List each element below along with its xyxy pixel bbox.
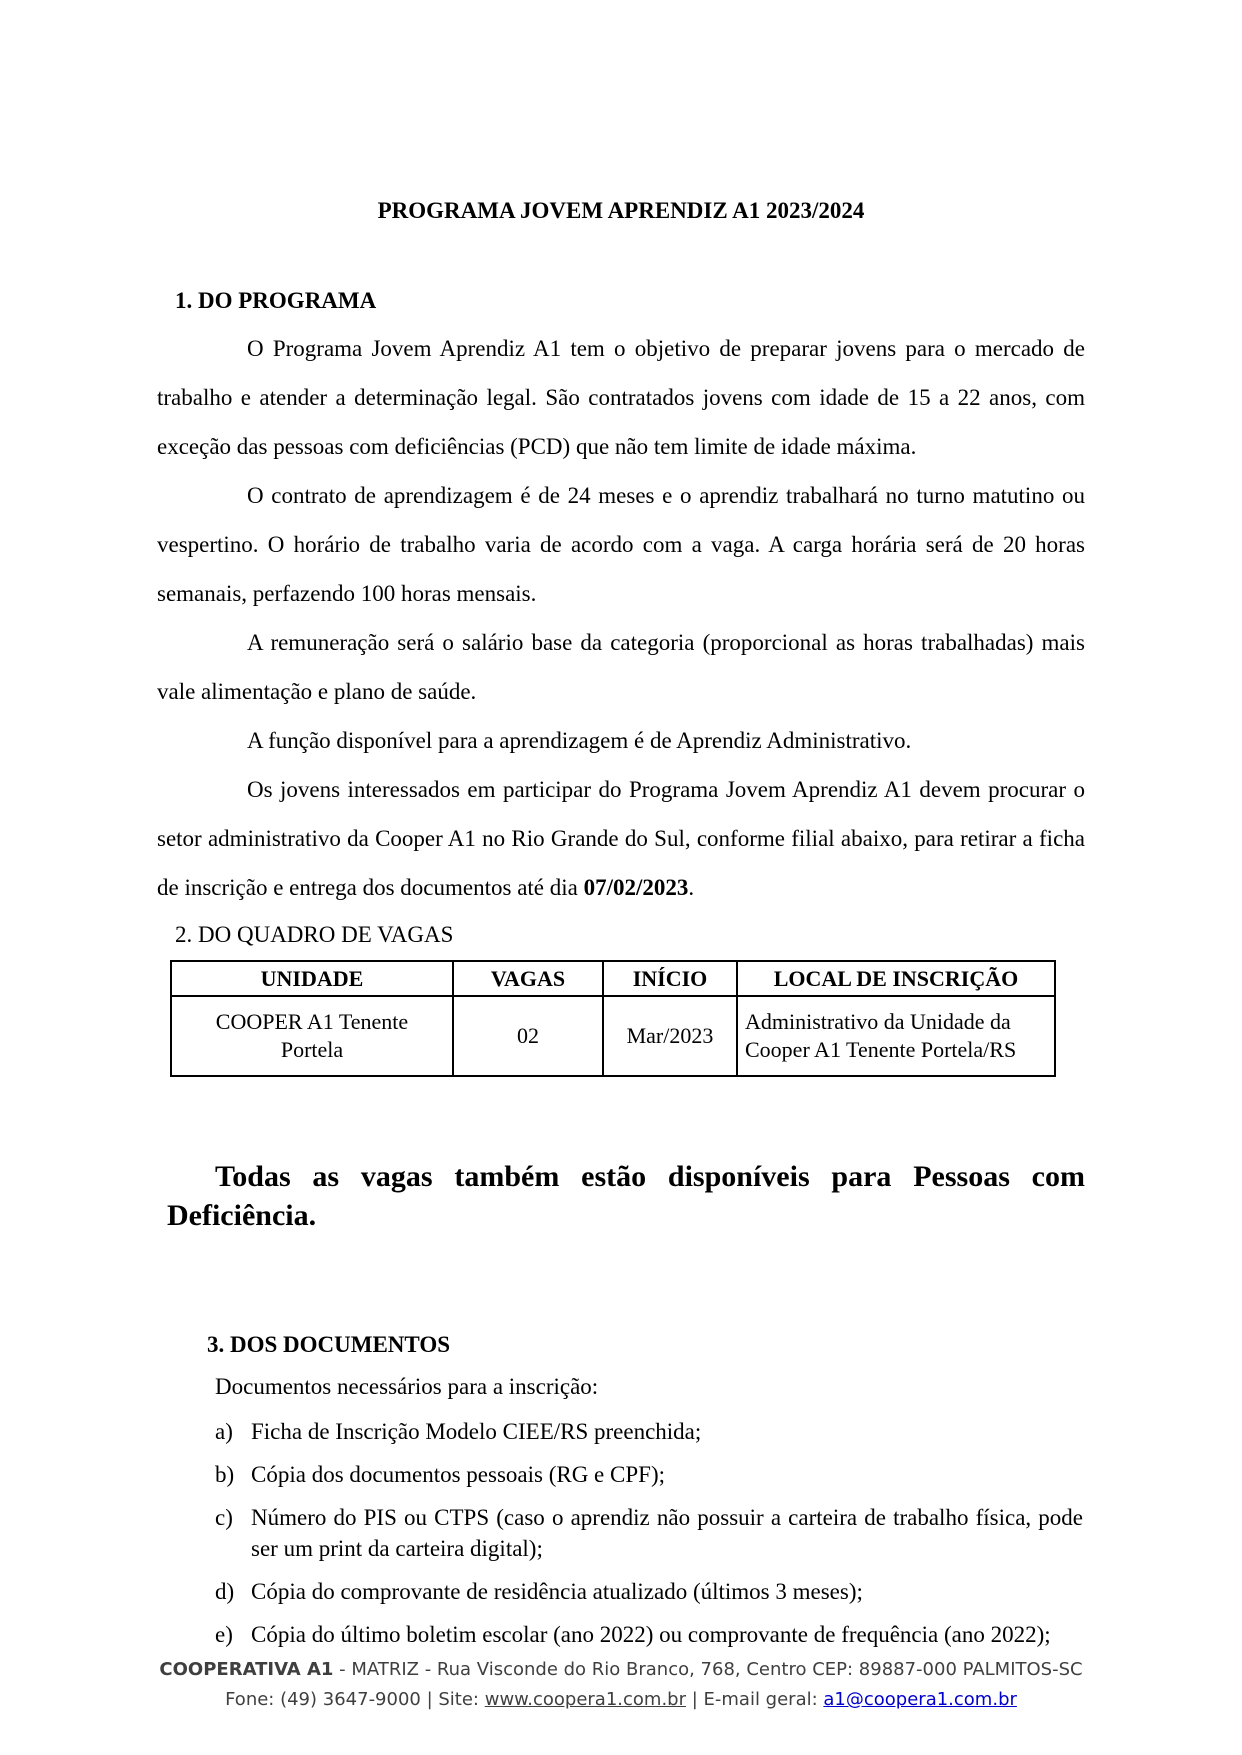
paragraph-enrollment — [157, 765, 1085, 912]
list-item-marker: b) — [215, 1462, 235, 1487]
paragraph-program-objective: O Programa Jovem Aprendiz A1 tem o objetivo de preparar jovens para o mercado de trabalho e atender a determinação legal. São contratados jovens com idade de 15 a 22 anos, com exceção das pessoas com deficiências (PCD) que não tem limite de idade máxima. — [157, 336, 1085, 459]
footer — [0, 1655, 1242, 1715]
table-cell-inicio: Mar/2023 — [603, 996, 737, 1076]
highlight-statement: Todas as vagas também estão disponíveis para Pessoas com Deficiência. — [167, 1160, 1085, 1232]
list-item-marker: c) — [215, 1505, 233, 1530]
table-header-row — [171, 961, 1055, 996]
email-link[interactable]: a1@coopera1.com.br — [823, 1689, 1017, 1710]
footer-address-line — [0, 1655, 1242, 1685]
table-header-unidade: UNIDADE — [171, 961, 453, 996]
table-cell-vagas: 02 — [453, 996, 603, 1076]
list-item-text: Cópia dos documentos pessoais (RG e CPF); — [251, 1462, 665, 1487]
deadline-date: 07/02/2023 — [583, 875, 689, 900]
enrollment-text: Os jovens interessados em participar do Programa Jovem Aprendiz A1 devem procurar o setor administrativo da Cooper A1 no Rio Grande do Sul, conforme filial abaixo, para retirar a ficha de inscrição e entrega dos documentos até dia — [157, 777, 1085, 900]
site-link[interactable]: www.coopera1.com.br — [484, 1689, 686, 1710]
table-header-local: LOCAL DE INSCRIÇÃO — [737, 961, 1055, 996]
page-title: PROGRAMA JOVEM APRENDIZ A1 2023/2024 — [377, 198, 865, 223]
list-item — [215, 1619, 1085, 1650]
list-item — [215, 1576, 1085, 1607]
enrollment-text-end: . — [688, 875, 695, 900]
list-item — [215, 1459, 1085, 1490]
table-cell-local — [737, 996, 1055, 1076]
table-row — [171, 996, 1055, 1076]
table-header-vagas: VAGAS — [453, 961, 603, 996]
list-item-marker: e) — [215, 1622, 233, 1647]
vacancies-table — [170, 960, 1056, 1077]
list-item — [215, 1502, 1085, 1564]
documents-intro: Documentos necessários para a inscrição: — [215, 1374, 599, 1399]
documents-list — [157, 1416, 1085, 1650]
paragraph-function: A função disponível para a aprendizagem é de Aprendiz Administrativo. — [247, 728, 912, 753]
list-item-text: Cópia do comprovante de residência atualizado (últimos 3 meses); — [251, 1579, 863, 1604]
footer-address: - MATRIZ - Rua Visconde do Rio Branco, 768, Centro CEP: 89887-000 PALMITOS-SC — [333, 1659, 1083, 1680]
section-3-heading: 3. DOS DOCUMENTOS — [207, 1332, 451, 1357]
list-item-marker: d) — [215, 1579, 235, 1604]
paragraph-remuneration: A remuneração será o salário base da categoria (proporcional as horas trabalhadas) mais vale alimentação e plano de saúde. — [157, 630, 1085, 704]
table-header-inicio: INÍCIO — [603, 961, 737, 996]
list-item-marker: a) — [215, 1419, 233, 1444]
section-1-heading: 1. DO PROGRAMA — [175, 288, 377, 313]
footer-fone-site-label: Fone: (49) 3647-9000 | Site: — [225, 1689, 485, 1710]
list-item-text: Número do PIS ou CTPS (caso o aprendiz não possuir a carteira de trabalho física, pode ser um print da carteira digital); — [251, 1505, 1083, 1561]
footer-org: COOPERATIVA A1 — [159, 1659, 334, 1680]
list-item — [215, 1416, 1085, 1447]
list-item-text: Ficha de Inscrição Modelo CIEE/RS preenchida; — [251, 1419, 702, 1444]
local-value: Administrativo da Unidade da Cooper A1 Tenente Portela/RS — [745, 1009, 1017, 1062]
paragraph-contract-terms: O contrato de aprendizagem é de 24 meses e o aprendiz trabalhará no turno matutino ou vespertino. O horário de trabalho varia de acordo com a vaga. A carga horária será de 20 horas semanais, perfazendo 100 horas mensais. — [157, 483, 1085, 606]
table-cell-unidade — [171, 996, 453, 1076]
section-2-heading: 2. DO QUADRO DE VAGAS — [175, 922, 454, 947]
footer-email-label: | E-mail geral: — [686, 1689, 824, 1710]
list-item-text: Cópia do último boletim escolar (ano 2022) ou comprovante de frequência (ano 2022); — [251, 1622, 1051, 1647]
unidade-value: COOPER A1 Tenente Portela — [215, 1009, 409, 1062]
footer-contact-line — [0, 1685, 1242, 1715]
